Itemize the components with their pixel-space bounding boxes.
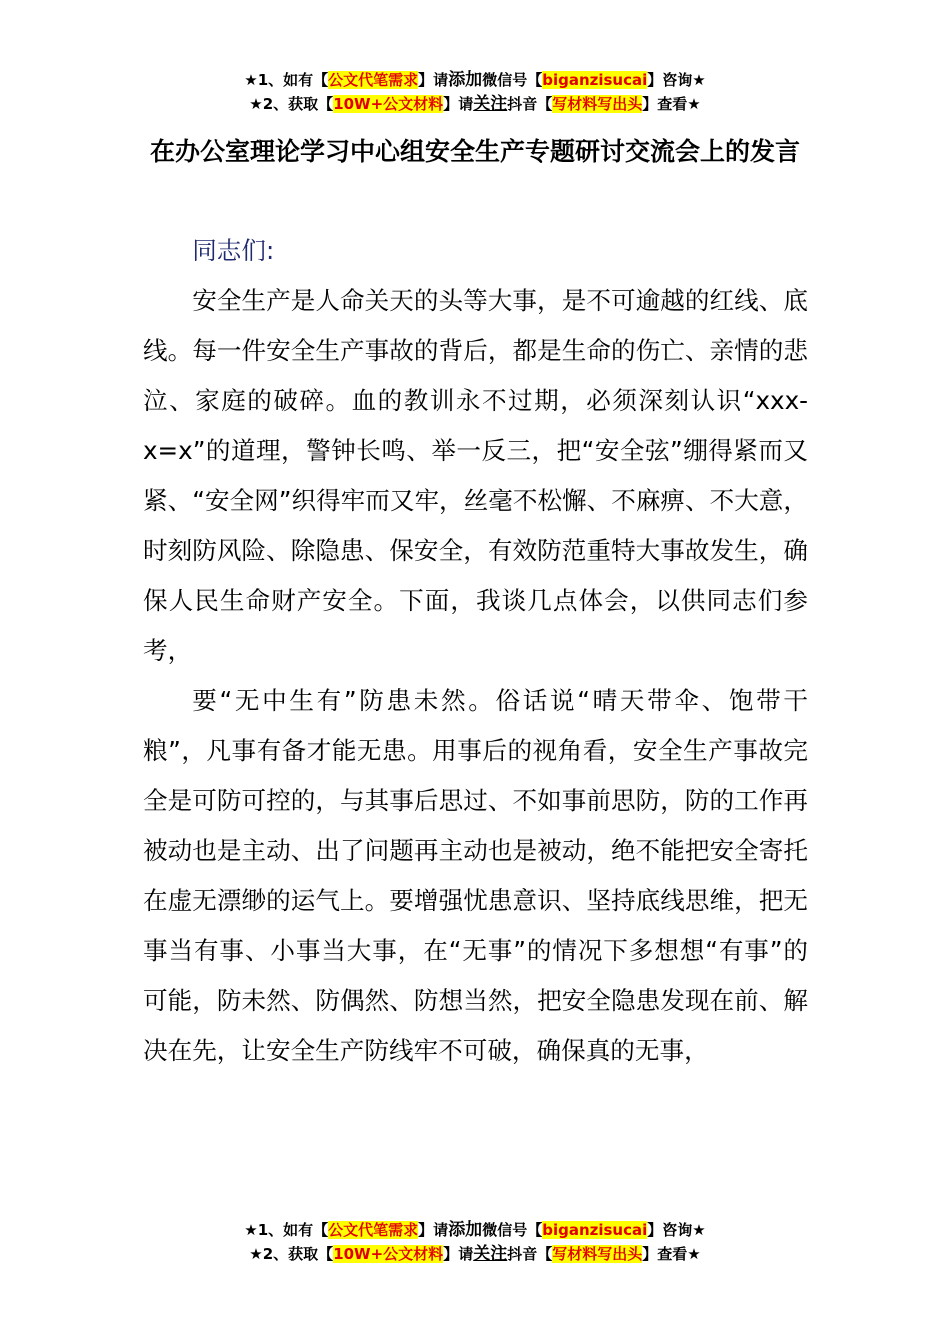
ad-douyin-id: 写材料写出头 <box>552 95 643 113</box>
paragraph-1: 安全生产是人命关天的头等大事，是不可逾越的红线、底线。每一件安全生产事故的背后，都是生命的伤亡、亲情的悲泣、家庭的破碎。血的教训永不过期，必须深刻认识“xxx-x=x”的道理，警钟长鸣、举一反三，把“安全弦”绷得紧而又紧、“安全网”织得牢而又牢，丝毫不松懈、不麻痹、不大意，时刻防风险、除隐患、保安全，有效防范重特大事故发生，确保人民生命财产安全。下面，我谈几点体会，以供同志们参考， <box>143 286 808 665</box>
ad-highlight: 公文代笔需求 <box>328 1221 419 1239</box>
ad-banner-top <box>0 68 950 116</box>
document-body <box>143 226 808 1076</box>
ad-wechat-id: biganzisucai <box>542 71 648 89</box>
ad-line-1: ★1、如有【公文代笔需求】请添加微信号【biganzisucai】咨询★ <box>244 1220 706 1240</box>
ad-wechat-id: biganzisucai <box>542 1221 648 1239</box>
ad-line-2: ★2、获取【10W+公文材料】请关注抖音【写材料写出头】查看★ <box>249 94 701 114</box>
ad-douyin-id: 写材料写出头 <box>552 1245 643 1263</box>
document-title: 在办公室理论学习中心组安全生产专题研讨交流会上的发言 <box>149 137 800 166</box>
ad-highlight: 10W+公文材料 <box>333 95 444 113</box>
ad-line-1: ★1、如有【公文代笔需求】请添加微信号【biganzisucai】咨询★ <box>244 70 706 90</box>
ad-line-2: ★2、获取【10W+公文材料】请关注抖音【写材料写出头】查看★ <box>249 1244 701 1264</box>
ad-banner-bottom <box>0 1218 950 1266</box>
ad-highlight: 10W+公文材料 <box>333 1245 444 1263</box>
ad-highlight: 公文代笔需求 <box>328 71 419 89</box>
greeting: 同志们: <box>192 236 275 265</box>
paragraph-2: 要“无中生有”防患未然。俗话说“晴天带伞、饱带干粮”，凡事有备才能无患。用事后的视角看，安全生产事故完全是可防可控的，与其事后思过、不如事前思防，防的工作再被动也是主动、出了问题再主动也是被动，绝不能把安全寄托在虚无漂缈的运气上。要增强忧患意识、坚持底线思维，把无事当有事、小事当大事，在“无事”的情况下多想想“有事”的可能，防未然、防偶然、防想当然，把安全隐患发现在前、解决在先，让安全生产防线牢不可破，确保真的无事， <box>143 686 808 1065</box>
